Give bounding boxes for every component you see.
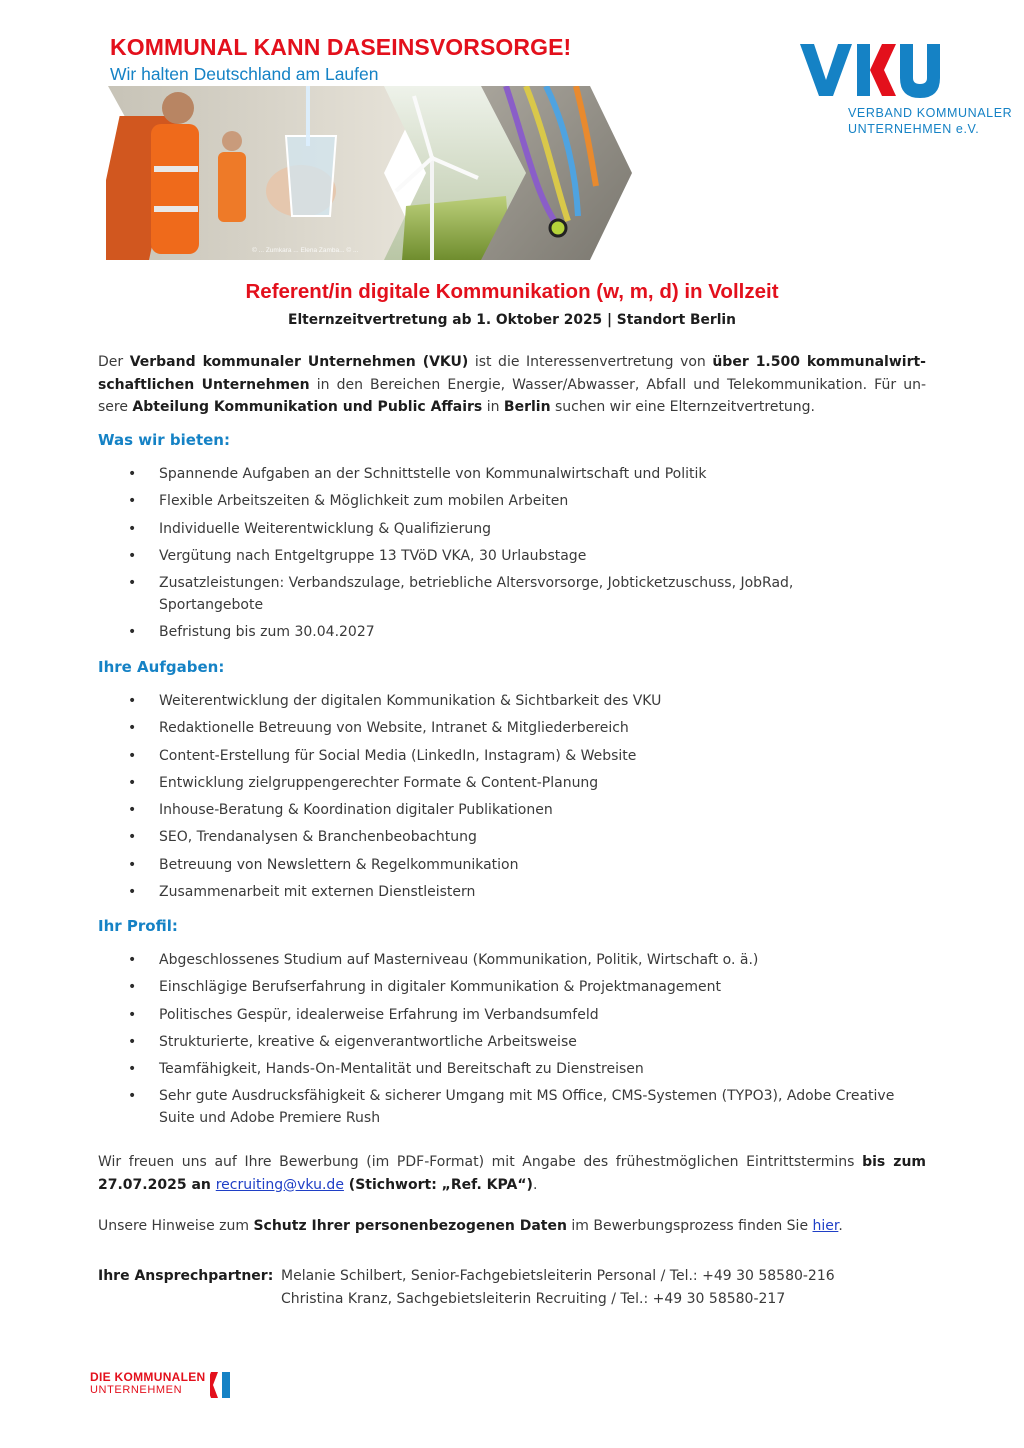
image-credit: © ... Zumkara ... Elena Zamba... © ... <box>252 247 359 254</box>
list-item: • Individuelle Weiterentwicklung & Qualifizierung <box>98 518 926 540</box>
job-title: Referent/in digitale Kommunikation (w, m, d) in Vollzeit <box>245 280 779 303</box>
contact-person-1: Melanie Schilbert, Senior-Fachgebietsleiterin Personal / Tel.: +49 30 58580-216 <box>281 1268 835 1284</box>
kommunalen-k-icon <box>210 1372 232 1398</box>
intro-paragraph: Der Verband kommunaler Unternehmen (VKU) ist die Interessenvertretung von über 1.500 kommunalwirt-schaftlichen Unternehmen in den Bereichen Energie, Wasser/Abwasser, Abfall und Telekommunikation. Für un-sere Abteilung Kommunikation und Public Affairs in Berlin suchen wir eine Elternzeitvertretung. <box>98 354 926 415</box>
list-item: • Teamfähigkeit, Hands-On-Mentalität und Bereitschaft zu Dienstreisen <box>98 1058 926 1080</box>
list-item: • Zusatzleistungen: Verbandszulage, betriebliche Altersvorsorge, Jobticketzuschuss, JobRad, Sportangebote <box>98 572 926 616</box>
list-item: • Einschlägige Berufserfahrung in digitaler Kommunikation & Projektmanagement <box>98 976 926 998</box>
job-subtitle: Elternzeitvertretung ab 1. Oktober 2025 | Standort Berlin <box>288 312 736 328</box>
list-item: • Inhouse-Beratung & Koordination digitaler Publikationen <box>98 799 926 821</box>
email-link[interactable]: recruiting@vku.de <box>215 1176 344 1193</box>
offer-heading: Was wir bieten: <box>98 431 230 449</box>
header-banner-image <box>106 86 634 260</box>
footer-logo-line-1: DIE KOMMUNALEN <box>90 1370 206 1384</box>
list-item: • Betreuung von Newslettern & Regelkommunikation <box>98 854 926 876</box>
logo-line-2: UNTERNEHMEN e.V. <box>848 122 980 136</box>
offer-list <box>98 463 926 649</box>
vku-logo <box>800 42 942 98</box>
tasks-heading: Ihre Aufgaben: <box>98 658 225 676</box>
list-item: • Redaktionelle Betreuung von Website, Intranet & Mitgliederbereich <box>98 717 926 739</box>
list-item: • Spannende Aufgaben an der Schnittstelle von Kommunalwirtschaft und Politik <box>98 463 926 485</box>
footer-logo-line-2: UNTERNEHMEN <box>90 1384 183 1396</box>
list-item: • Sehr gute Ausdrucksfähigkeit & sicherer Umgang mit MS Office, CMS-Systemen (TYPO3), Adobe Creative Suite und Adobe Premiere Rush <box>98 1085 926 1129</box>
list-item: • Zusammenarbeit mit externen Dienstleistern <box>98 881 926 903</box>
list-item: • Vergütung nach Entgeltgruppe 13 TVöD VKA, 30 Urlaubstage <box>98 545 926 567</box>
contact-label: Ihre Ansprechpartner: <box>98 1268 274 1284</box>
logo-line-1: VERBAND KOMMUNALER <box>848 106 1013 120</box>
privacy-paragraph: Unsere Hinweise zum Schutz Ihrer personenbezogenen Daten im Bewerbungsprozess finden Sie hier. <box>98 1218 843 1234</box>
list-item: • Weiterentwicklung der digitalen Kommunikation & Sichtbarkeit des VKU <box>98 690 926 712</box>
tasks-list <box>98 690 926 908</box>
list-item: • Entwicklung zielgruppengerechter Formate & Content-Planung <box>98 772 926 794</box>
list-item: • Befristung bis zum 30.04.2027 <box>98 621 926 643</box>
profile-list <box>98 949 926 1135</box>
campaign-subtitle: Wir halten Deutschland am Laufen <box>110 64 379 84</box>
list-item: • Politisches Gespür, idealerweise Erfahrung im Verbandsumfeld <box>98 1004 926 1026</box>
list-item: • Content-Erstellung für Social Media (LinkedIn, Instagram) & Website <box>98 745 926 767</box>
apply-paragraph: Wir freuen uns auf Ihre Bewerbung (im PDF-Format) mit Angabe des frühestmöglichen Eintrittstermins bis zum 27.07.2025 an recruiting@vku.de (Stichwort: „Ref. KPA“). <box>98 1154 926 1193</box>
profile-heading: Ihr Profil: <box>98 917 178 935</box>
list-item: • Flexible Arbeitszeiten & Möglichkeit zum mobilen Arbeiten <box>98 490 926 512</box>
contact-person-2: Christina Kranz, Sachgebietsleiterin Recruiting / Tel.: +49 30 58580-217 <box>281 1291 786 1307</box>
list-item: • Abgeschlossenes Studium auf Masterniveau (Kommunikation, Politik, Wirtschaft o. ä.) <box>98 949 926 971</box>
campaign-title: KOMMUNAL KANN DASEINSVORSORGE! <box>110 34 572 60</box>
list-item: • Strukturierte, kreative & eigenverantwortliche Arbeitsweise <box>98 1031 926 1053</box>
list-item: • SEO, Trendanalysen & Branchenbeobachtung <box>98 826 926 848</box>
privacy-link[interactable]: hier <box>812 1218 839 1234</box>
